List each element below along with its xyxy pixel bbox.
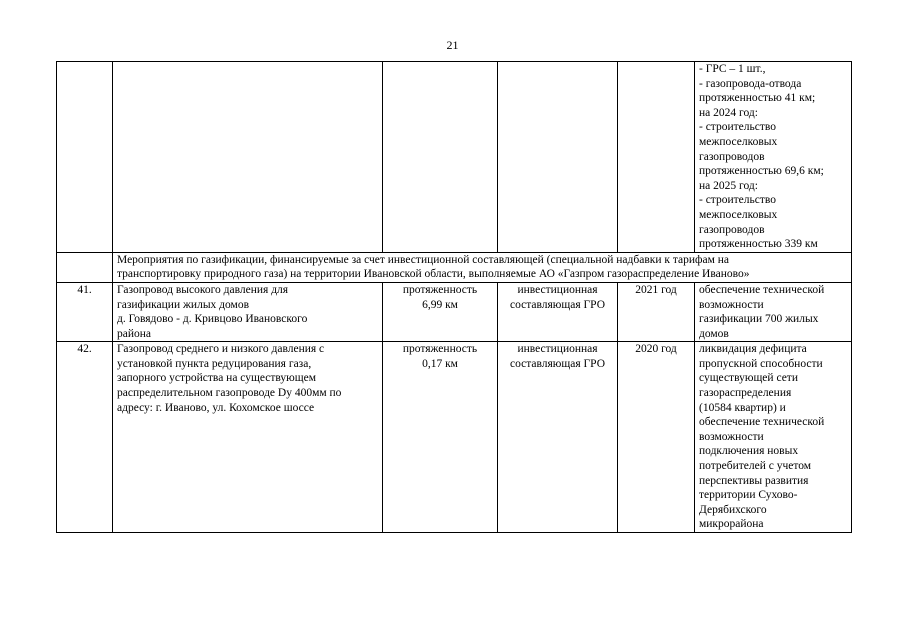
name-line: запорного устройства на существующем (117, 372, 316, 385)
source-line: составляющая ГРО (509, 298, 606, 311)
cell-funding-source (498, 62, 618, 253)
result-line: газопроводов (699, 150, 765, 163)
row-name (113, 282, 383, 341)
param-line: протяженность (402, 283, 478, 296)
result-line: обеспечение технической (699, 416, 825, 429)
result-line: возможности (699, 430, 764, 443)
result-line: - газопровода-отвода (699, 77, 802, 90)
result-line: газификации 700 жилых (699, 313, 819, 326)
param-line: 0,17 км (422, 357, 458, 370)
result-line: на 2024 год: (699, 106, 758, 119)
result-line: на 2025 год: (699, 179, 758, 192)
result-line: - строительство (699, 194, 776, 207)
cell-number (57, 62, 113, 253)
section-header-line: транспортировку природного газа) на территории Ивановской области, выполняемые АО «Газпром газораспределение Иваново» (117, 268, 750, 281)
result-line: территории Сухово- (699, 489, 798, 502)
name-line: распределительном газопроводе Dy 400мм по (117, 387, 342, 400)
param-line: протяженность (402, 343, 478, 356)
measures-table (56, 61, 852, 533)
result-line: микрорайона (699, 518, 764, 531)
result-line: возможности (699, 298, 764, 311)
cell-name (113, 62, 383, 253)
cell-year (618, 62, 695, 253)
row-name (113, 342, 383, 533)
row-number: 42. (57, 342, 113, 533)
param-line: 6,99 км (422, 298, 458, 311)
result-line: протяженностью 41 км; (699, 92, 816, 105)
row-number: 41. (57, 282, 113, 341)
row-funding-source (498, 282, 618, 341)
result-line: Дерябихского (699, 503, 767, 516)
result-line: газопроводов (699, 223, 765, 236)
table-row (57, 282, 852, 341)
section-header (113, 252, 852, 282)
row-year: 2021 год (618, 282, 695, 341)
result-line: - ГРС – 1 шт., (699, 63, 766, 75)
page-number: 21 (446, 38, 459, 52)
name-line: установкой пункта редуцирования газа, (117, 357, 312, 370)
row-year: 2020 год (618, 342, 695, 533)
name-line: района (117, 327, 152, 340)
table-row (57, 342, 852, 533)
result-line: существующей сети (699, 372, 798, 385)
result-line: перспективы развития (699, 474, 809, 487)
name-line: адресу: г. Иваново, ул. Кохомское шоссе (117, 401, 315, 414)
section-header-line: Мероприятия по газификации, финансируемые за счет инвестиционной составляющей (специальной надбавки к тарифам на (117, 253, 729, 266)
name-line: д. Говядово - д. Кривцово Ивановского (117, 313, 308, 326)
name-line: Газопровод среднего и низкого давления с (117, 343, 325, 356)
source-line: инвестиционная (517, 283, 598, 296)
result-line: газораспределения (699, 387, 792, 400)
row-result (695, 282, 852, 341)
cell-number (57, 252, 113, 282)
result-line: - строительство (699, 121, 776, 134)
result-line: пропускной способности (699, 357, 823, 370)
result-line: потребителей с учетом (699, 460, 812, 473)
source-line: инвестиционная (517, 343, 598, 356)
row-funding-source (498, 342, 618, 533)
result-line: обеспечение технической (699, 283, 825, 296)
result-line: домов (699, 327, 729, 340)
name-line: газификации жилых домов (117, 298, 250, 311)
section-header-row (57, 252, 852, 282)
name-line: Газопровод высокого давления для (117, 283, 289, 296)
result-line: межпоселковых (699, 135, 778, 148)
source-line: составляющая ГРО (509, 357, 606, 370)
row-parameters (383, 282, 498, 341)
result-line: межпоселковых (699, 208, 778, 221)
continuation-row (57, 62, 852, 253)
cell-result (695, 62, 852, 253)
row-parameters (383, 342, 498, 533)
result-line: ликвидация дефицита (699, 343, 807, 356)
result-line: (10584 квартир) и (699, 401, 786, 414)
result-line: протяженностью 69,6 км; (699, 165, 824, 178)
result-line: протяженностью 339 км (699, 238, 818, 251)
row-result (695, 342, 852, 533)
result-line: подключения новых (699, 445, 799, 458)
cell-parameters (383, 62, 498, 253)
